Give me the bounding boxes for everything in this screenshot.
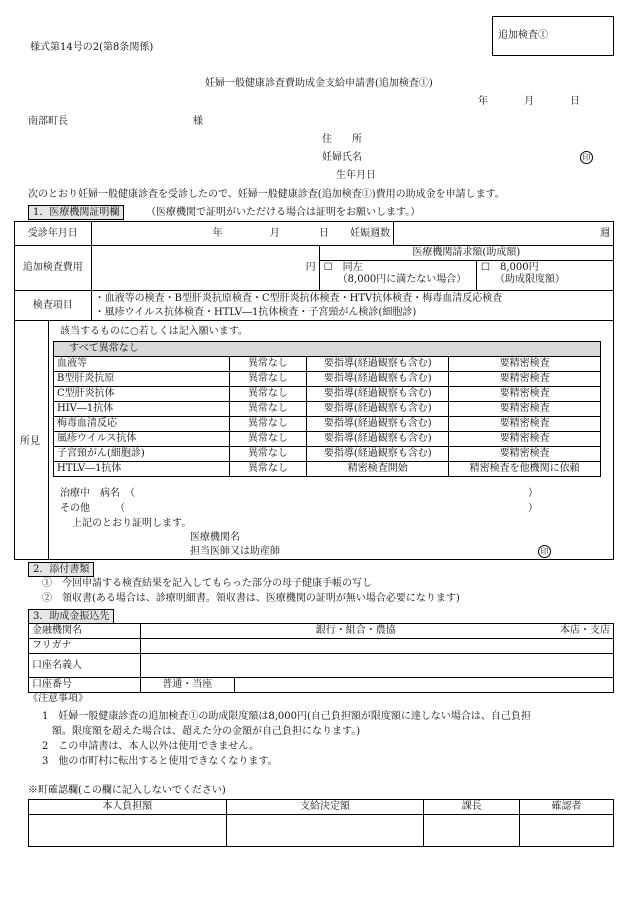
- finding-guidance[interactable]: 要指導(経過観察も含む): [307, 387, 449, 402]
- furigana-label: フリガナ: [29, 639, 141, 654]
- confirm-checker: [520, 815, 614, 847]
- weeks-unit: 週: [600, 227, 610, 239]
- cost-label: 追加検査費用: [15, 246, 92, 291]
- treating-close: ）: [528, 488, 538, 499]
- finding-detailed[interactable]: 精密検査を他機関に依頼: [449, 462, 601, 477]
- confirm-col1: 本人負担額: [29, 800, 227, 815]
- date-month: 月: [524, 96, 534, 107]
- date-day: 日: [570, 96, 580, 107]
- finding-guidance[interactable]: 要指導(経過観察も含む): [307, 417, 449, 432]
- finding-guidance[interactable]: 要指導(経過観察も含む): [307, 357, 449, 372]
- finding-detailed[interactable]: 要精密検査: [449, 387, 601, 402]
- cost-field[interactable]: [91, 246, 319, 291]
- visit-month: 月: [269, 227, 280, 239]
- finding-detailed[interactable]: 要精密検査: [449, 402, 601, 417]
- finding-name: 血液等: [54, 357, 230, 372]
- holder-label: 口座名義人: [29, 654, 141, 678]
- table-row: [54, 417, 601, 432]
- bank-table: [28, 623, 614, 693]
- finding-detailed[interactable]: 要精密検査: [449, 432, 601, 447]
- bank-label: 金融機関名: [29, 624, 141, 639]
- claim-cell: [319, 246, 613, 291]
- furigana-field[interactable]: [140, 639, 613, 654]
- attachment-1: ① 今回申請する検査結果を記入してもらった部分の母子健康手帳の写し: [42, 578, 372, 589]
- confirm-amount: [226, 815, 424, 847]
- section1-note: （医療機関で証明がいただける場合は証明をお願いします。）: [146, 207, 421, 218]
- finding-normal[interactable]: 異常なし: [229, 462, 307, 477]
- table-row: [54, 357, 601, 372]
- finding-normal[interactable]: 異常なし: [229, 372, 307, 387]
- finding-name: HIV―1抗体: [54, 402, 230, 417]
- bank-field[interactable]: [140, 624, 613, 639]
- table-row: [54, 402, 601, 417]
- cost-yen: 円: [305, 262, 316, 273]
- findings-table: [53, 341, 601, 477]
- visit-date-field[interactable]: [91, 222, 394, 246]
- seal-mark: [580, 151, 593, 164]
- address-label: 住 所: [322, 134, 362, 145]
- finding-name: HTLV―1抗体: [54, 462, 230, 477]
- confirm-table: [28, 799, 614, 847]
- visit-day: 日: [318, 227, 329, 239]
- finding-name: 子宮頸がん(細胞診): [54, 447, 230, 462]
- finding-detailed[interactable]: 要精密検査: [449, 417, 601, 432]
- claim-opt2: ☐ 8,000円: [481, 262, 539, 273]
- finding-normal[interactable]: 異常なし: [229, 357, 307, 372]
- confirm-chief: [424, 815, 520, 847]
- institution-label: 医療機関名: [190, 532, 240, 543]
- table-row: [54, 462, 601, 477]
- intro-text: 次のとおり妊婦一般健康診査を受診したので、妊婦一般健康診査(追加検査①)費用の助成金を申請します。: [28, 189, 505, 200]
- weeks-label: 妊娠週数: [350, 227, 391, 239]
- items-line2: ・風疹ウイルス抗体検査・HTLV―1抗体検査・子宮頸がん検診(細胞診): [94, 306, 417, 318]
- table-row: [54, 387, 601, 402]
- attachment-2: ② 領収書(ある場合は、診療明細書。領収書は、医療機関の証明が無い場合必要になります): [42, 593, 460, 604]
- claim-option-limit[interactable]: [477, 261, 613, 290]
- treating-line[interactable]: 治療中 病名 （: [60, 488, 135, 499]
- findings-label: 所見: [20, 436, 40, 447]
- certify-text: 上記のとおり証明します。: [72, 518, 192, 529]
- section3-label: 3．助成金振込先: [28, 609, 114, 624]
- addressee: 南部町長: [28, 116, 68, 127]
- note-1a: 1 妊婦一般健康診査の追加検査①の助成限度額は8,000円(自己負担額が限度額に達しない場合は、自己負担: [42, 711, 531, 722]
- finding-normal[interactable]: 異常なし: [229, 432, 307, 447]
- addressee-sama: 様: [193, 116, 203, 127]
- confirm-col3: 課長: [424, 800, 520, 815]
- table-row: [54, 447, 601, 462]
- findings-note: 該当するものに○若しくは記入願います。: [60, 326, 248, 337]
- account-no-label: 口座番号: [29, 678, 141, 693]
- claim-opt1: ☐ 同左: [323, 262, 363, 273]
- finding-name: 梅毒血清反応: [54, 417, 230, 432]
- visit-year: 年: [212, 227, 223, 239]
- finding-guidance[interactable]: 要指導(経過観察も含む): [307, 402, 449, 417]
- claim-label: 医療機関請求額(助成額): [320, 246, 613, 261]
- visit-date-label: 受診年月日: [15, 222, 92, 246]
- confirm-col2: 支給決定額: [226, 800, 424, 815]
- birth-date-label: 生年月日: [336, 170, 376, 181]
- tag-label: 追加検査①: [498, 30, 548, 41]
- items-cell: [91, 291, 613, 321]
- items-line1: ・血液等の検査・B型肝炎抗原検査・C型肝炎抗体検査・HTV抗体検査・梅毒血清反応検査: [94, 292, 503, 304]
- form-title: 妊婦一般健康診査費助成金支給申請書(追加検査①): [205, 78, 433, 89]
- finding-name: C型肝炎抗体: [54, 387, 230, 402]
- branch-types: 本店・支店: [560, 625, 610, 636]
- claim-opt1-sub: （8,000円に満たない場合）: [337, 274, 467, 285]
- table-row: [54, 372, 601, 387]
- other-line[interactable]: その他 （: [60, 503, 125, 514]
- seal-icon: 印: [580, 151, 593, 164]
- finding-detailed[interactable]: 要精密検査: [449, 372, 601, 387]
- doctor-seal: [538, 545, 551, 558]
- confirm-col4: 確認者: [520, 800, 614, 815]
- bank-types: 銀行・組合・農協: [315, 625, 396, 636]
- finding-guidance[interactable]: 要指導(経過観察も含む): [307, 372, 449, 387]
- confirm-self-pay: [29, 815, 227, 847]
- doctor-label: 担当医師又は助産師: [190, 546, 280, 557]
- finding-normal[interactable]: 異常なし: [229, 387, 307, 402]
- account-type[interactable]: 普通・当座: [140, 678, 234, 693]
- form-number: 様式第14号の2(第8条関係): [30, 42, 154, 53]
- finding-guidance[interactable]: 精密検査開始: [307, 462, 449, 477]
- finding-detailed[interactable]: 要精密検査: [449, 447, 601, 462]
- claim-option-same[interactable]: [320, 261, 477, 290]
- note-2: 2 この申請書は、本人以外は使用できません。: [42, 741, 259, 752]
- notes-title: 《注意事項》: [28, 693, 88, 704]
- confirm-title: ※町確認欄(この欄に記入しないでください): [28, 785, 226, 796]
- date-year: 年: [478, 96, 488, 107]
- all-normal-label: すべて異常なし: [69, 343, 139, 354]
- items-label: 検査項目: [15, 291, 92, 321]
- finding-detailed[interactable]: 要精密検査: [449, 357, 601, 372]
- section1-label: 1．医療機関証明欄: [28, 205, 124, 220]
- all-normal-row[interactable]: [54, 342, 601, 357]
- claim-opt2-sub: （助成限度額）: [495, 274, 565, 285]
- finding-name: 風疹ウイルス抗体: [54, 432, 230, 447]
- finding-normal[interactable]: 異常なし: [229, 447, 307, 462]
- pregnant-name-label: 妊婦氏名: [322, 152, 362, 163]
- account-no-field[interactable]: [234, 678, 613, 693]
- other-close: ）: [528, 503, 538, 514]
- finding-guidance[interactable]: 要指導(経過観察も含む): [307, 447, 449, 462]
- holder-field[interactable]: [140, 654, 613, 678]
- section2-label: 2．添付書類: [28, 562, 94, 577]
- seal-icon: 印: [538, 545, 551, 558]
- finding-normal[interactable]: 異常なし: [229, 402, 307, 417]
- section1-top-table: [14, 221, 614, 321]
- weeks-field[interactable]: [394, 222, 614, 246]
- note-3: 3 他の市町村に転出すると使用できなくなります。: [42, 756, 278, 767]
- finding-name: B型肝炎抗原: [54, 372, 230, 387]
- table-row: [54, 432, 601, 447]
- finding-guidance[interactable]: 要指導(経過観察も含む): [307, 432, 449, 447]
- note-1b: 額。限度額を超えた場合は、超えた分の金額が自己負担になります。): [52, 726, 361, 737]
- finding-normal[interactable]: 異常なし: [229, 417, 307, 432]
